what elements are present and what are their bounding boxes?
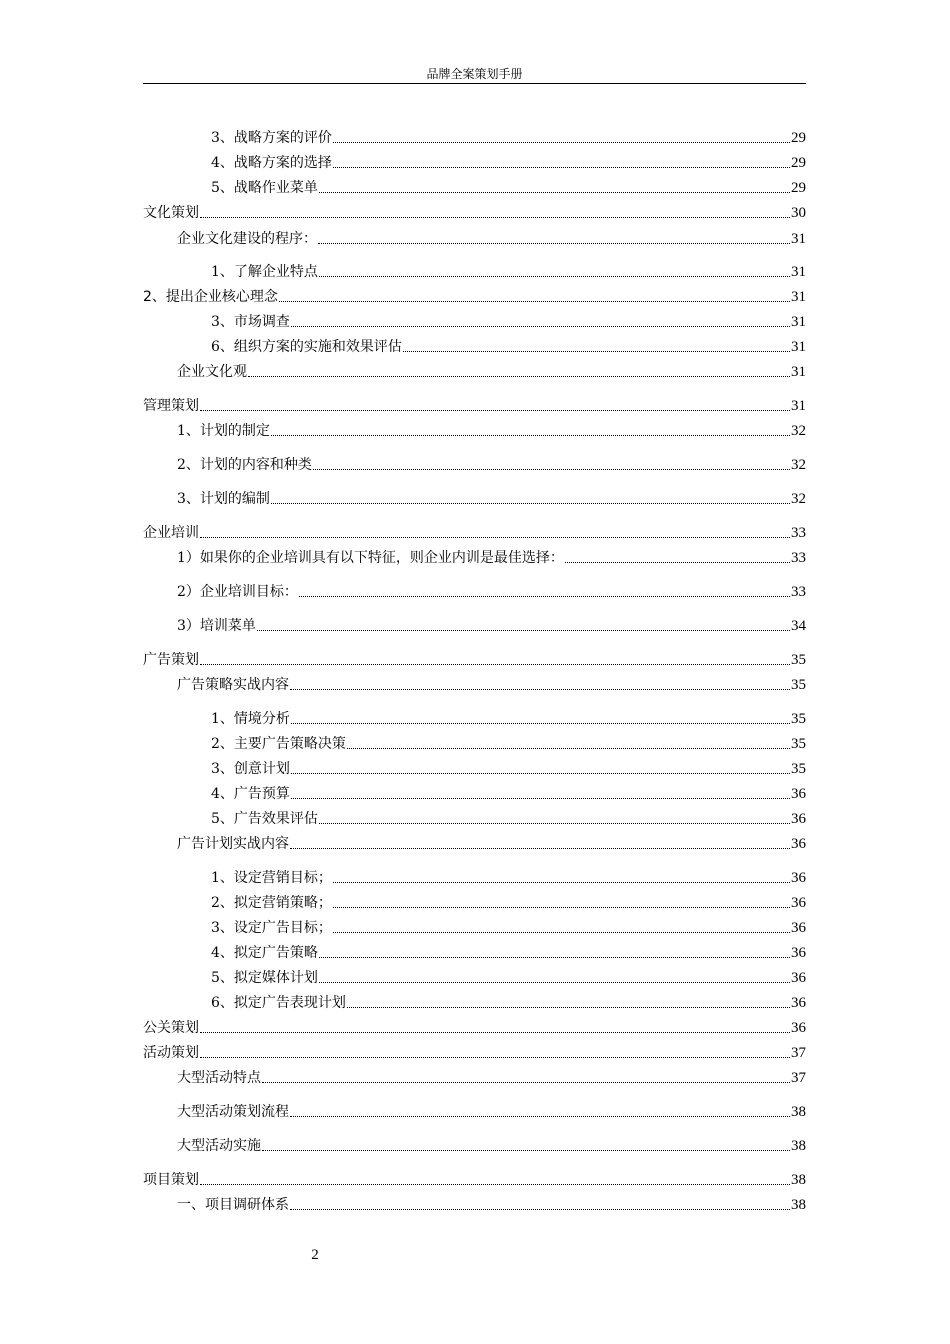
toc-entry[interactable]: [143, 942, 806, 962]
toc-dot-leader: [290, 689, 790, 690]
toc-entry-page: 38: [791, 1197, 806, 1213]
toc-entry-label: 大型活动实施: [177, 1138, 261, 1154]
toc-entry[interactable]: [143, 1017, 806, 1037]
toc-dot-leader: [318, 243, 790, 244]
toc-entry-page: 33: [791, 584, 806, 600]
toc-dot-leader: [262, 1150, 790, 1151]
page-number: 2: [311, 1247, 319, 1263]
toc-entry-page: 31: [791, 231, 806, 247]
toc-entry[interactable]: [143, 152, 806, 172]
toc-dot-leader: [333, 142, 790, 143]
toc-entry[interactable]: [143, 1135, 806, 1155]
toc-dot-leader: [271, 503, 790, 504]
toc-entry-label: 1、了解企业特点: [211, 264, 318, 280]
toc-entry[interactable]: [143, 127, 806, 147]
toc-dot-leader: [333, 907, 790, 908]
toc-entry-page: 37: [791, 1070, 806, 1086]
toc-dot-leader: [403, 351, 790, 352]
toc-dot-leader: [291, 773, 790, 774]
toc-entry-page: 29: [791, 130, 806, 146]
toc-dot-leader: [299, 596, 790, 597]
toc-dot-leader: [290, 1116, 790, 1117]
toc-entry-page: 35: [791, 652, 806, 668]
toc-entry-label: 4、广告预算: [211, 786, 290, 802]
toc-entry-label: 2、提出企业核心理念: [143, 289, 278, 305]
toc-entry[interactable]: [143, 488, 806, 508]
toc-entry[interactable]: [143, 867, 806, 887]
toc-entry-label: 广告策略实战内容: [177, 677, 289, 693]
toc-entry-page: 31: [791, 398, 806, 414]
toc-entry-label: 4、拟定广告策略: [211, 945, 318, 961]
toc-entry-page: 31: [791, 264, 806, 280]
toc-entry-page: 36: [791, 995, 806, 1011]
toc-entry-page: 36: [791, 920, 806, 936]
toc-entry-page: 32: [791, 457, 806, 473]
toc-entry-page: 32: [791, 491, 806, 507]
toc-dot-leader: [319, 957, 790, 958]
toc-entry-label: 公关策划: [143, 1020, 199, 1036]
toc-entry-label: 企业文化建设的程序：: [177, 231, 317, 247]
toc-entry-label: 2、拟定营销策略；: [211, 895, 332, 911]
toc-entry[interactable]: [143, 581, 806, 601]
toc-entry-label: 3、市场调查: [211, 314, 290, 330]
toc-entry-label: 1、计划的制定: [177, 423, 270, 439]
toc-dot-leader: [319, 192, 790, 193]
toc-dot-leader: [290, 848, 790, 849]
toc-dot-leader: [290, 1209, 790, 1210]
toc-entry-label: 2）企业培训目标：: [177, 584, 298, 600]
toc-dot-leader: [333, 932, 790, 933]
toc-entry-label: 1、情境分析: [211, 711, 290, 727]
toc-entry[interactable]: [143, 1169, 806, 1189]
toc-entry-page: 31: [791, 289, 806, 305]
toc-entry-label: 管理策划: [143, 398, 199, 414]
toc-entry-label: 广告策划: [143, 652, 199, 668]
toc-entry[interactable]: [143, 522, 806, 542]
toc-dot-leader: [291, 326, 790, 327]
toc-dot-leader: [347, 1007, 790, 1008]
toc-entry-page: 31: [791, 339, 806, 355]
toc-entry[interactable]: [143, 615, 806, 635]
toc-entry-label: 一、项目调研体系: [177, 1197, 289, 1213]
toc-entry-label: 企业培训: [143, 525, 199, 541]
toc-entry[interactable]: [143, 967, 806, 987]
toc-entry[interactable]: [143, 892, 806, 912]
toc-dot-leader: [279, 301, 790, 302]
toc-dot-leader: [248, 376, 790, 377]
toc-entry-page: 38: [791, 1138, 806, 1154]
toc-entry-page: 36: [791, 945, 806, 961]
toc-entry-label: 3、创意计划: [211, 761, 290, 777]
page-header-title: 品牌全案策划手册: [426, 67, 523, 81]
toc-dot-leader: [200, 1057, 790, 1058]
toc-entry[interactable]: [143, 992, 806, 1012]
toc-dot-leader: [291, 798, 790, 799]
toc-entry-page: 36: [791, 1020, 806, 1036]
toc-entry-page: 36: [791, 970, 806, 986]
toc-entry-label: 1、设定营销目标；: [211, 870, 332, 886]
toc-entry[interactable]: [143, 336, 806, 356]
toc-dot-leader: [313, 469, 790, 470]
toc-dot-leader: [271, 435, 790, 436]
toc-entry-label: 2、计划的内容和种类: [177, 457, 312, 473]
toc-dot-leader: [291, 723, 790, 724]
toc-entry-label: 3、计划的编制: [177, 491, 270, 507]
toc-dot-leader: [262, 1082, 790, 1083]
toc-entry-page: 36: [791, 870, 806, 886]
toc-entry[interactable]: [143, 708, 806, 728]
toc-entry[interactable]: [143, 808, 806, 828]
toc-entry[interactable]: [143, 454, 806, 474]
toc-entry[interactable]: [143, 733, 806, 753]
toc-entry-page: 29: [791, 180, 806, 196]
toc-entry[interactable]: [143, 177, 806, 197]
toc-dot-leader: [319, 276, 790, 277]
toc-entry[interactable]: [143, 1101, 806, 1121]
toc-entry[interactable]: [143, 1042, 806, 1062]
toc-entry-label: 3、战略方案的评价: [211, 130, 332, 146]
toc-entry[interactable]: [143, 547, 806, 567]
toc-entry-page: 33: [791, 550, 806, 566]
toc-entry[interactable]: [143, 1067, 806, 1087]
toc-dot-leader: [200, 1032, 790, 1033]
toc-entry-label: 5、广告效果评估: [211, 811, 318, 827]
toc-entry-label: 2、主要广告策略决策: [211, 736, 346, 752]
toc-entry[interactable]: [143, 1194, 806, 1214]
toc-entry[interactable]: [143, 758, 806, 778]
toc-dot-leader: [565, 562, 790, 563]
toc-dot-leader: [200, 1184, 790, 1185]
toc-entry-label: 活动策划: [143, 1045, 199, 1061]
toc-entry-page: 30: [791, 205, 806, 221]
toc-entry[interactable]: [143, 674, 806, 694]
toc-entry[interactable]: [143, 261, 806, 281]
toc-entry-label: 5、战略作业菜单: [211, 180, 318, 196]
toc-entry-label: 1）如果你的企业培训具有以下特征，则企业内训是最佳选择：: [177, 550, 564, 566]
toc-dot-leader: [319, 982, 790, 983]
toc-entry-label: 大型活动特点: [177, 1070, 261, 1086]
toc-entry-page: 35: [791, 736, 806, 752]
toc-entry-page: 37: [791, 1045, 806, 1061]
toc-entry[interactable]: [143, 361, 806, 381]
toc-entry-label: 4、战略方案的选择: [211, 155, 332, 171]
toc-entry-page: 36: [791, 811, 806, 827]
toc-entry-page: 36: [791, 786, 806, 802]
toc-entry[interactable]: [143, 783, 806, 803]
toc-entry-page: 31: [791, 364, 806, 380]
toc-entry-page: 32: [791, 423, 806, 439]
toc-dot-leader: [200, 537, 790, 538]
toc-entry-page: 34: [791, 618, 806, 634]
toc-dot-leader: [319, 823, 790, 824]
toc-entry-label: 5、拟定媒体计划: [211, 970, 318, 986]
toc-entry-page: 33: [791, 525, 806, 541]
toc-entry-label: 6、拟定广告表现计划: [211, 995, 346, 1011]
toc-entry-page: 35: [791, 711, 806, 727]
toc-entry-label: 项目策划: [143, 1172, 199, 1188]
toc-entry-page: 35: [791, 761, 806, 777]
toc-entry[interactable]: [143, 311, 806, 331]
toc-entry-label: 广告计划实战内容: [177, 836, 289, 852]
toc-entry-label: 大型活动策划流程: [177, 1104, 289, 1120]
toc-dot-leader: [333, 167, 790, 168]
toc-entry-label: 6、组织方案的实施和效果评估: [211, 339, 402, 355]
header-rule: [143, 83, 806, 84]
toc-entry[interactable]: [143, 833, 806, 853]
toc-entry-page: 31: [791, 314, 806, 330]
toc-dot-leader: [200, 664, 790, 665]
toc-dot-leader: [333, 882, 790, 883]
toc-entry[interactable]: [143, 202, 806, 222]
toc-entry[interactable]: [143, 395, 806, 415]
toc-dot-leader: [200, 410, 790, 411]
toc-entry-label: 企业文化观: [177, 364, 247, 380]
toc-entry-page: 36: [791, 895, 806, 911]
toc-dot-leader: [200, 217, 790, 218]
toc-entry-page: 38: [791, 1172, 806, 1188]
toc-dot-leader: [347, 748, 790, 749]
toc-entry[interactable]: [143, 286, 806, 306]
toc-entry-page: 29: [791, 155, 806, 171]
toc-entry-label: 文化策划: [143, 205, 199, 221]
toc-entry[interactable]: [143, 228, 806, 248]
toc-entry-label: 3、设定广告目标；: [211, 920, 332, 936]
toc-entry-page: 35: [791, 677, 806, 693]
toc-entry[interactable]: [143, 420, 806, 440]
toc-entry-page: 36: [791, 836, 806, 852]
toc-entry-label: 3）培训菜单: [177, 618, 256, 634]
toc-dot-leader: [257, 630, 790, 631]
toc-entry[interactable]: [143, 917, 806, 937]
toc-entry[interactable]: [143, 649, 806, 669]
toc-entry-page: 38: [791, 1104, 806, 1120]
